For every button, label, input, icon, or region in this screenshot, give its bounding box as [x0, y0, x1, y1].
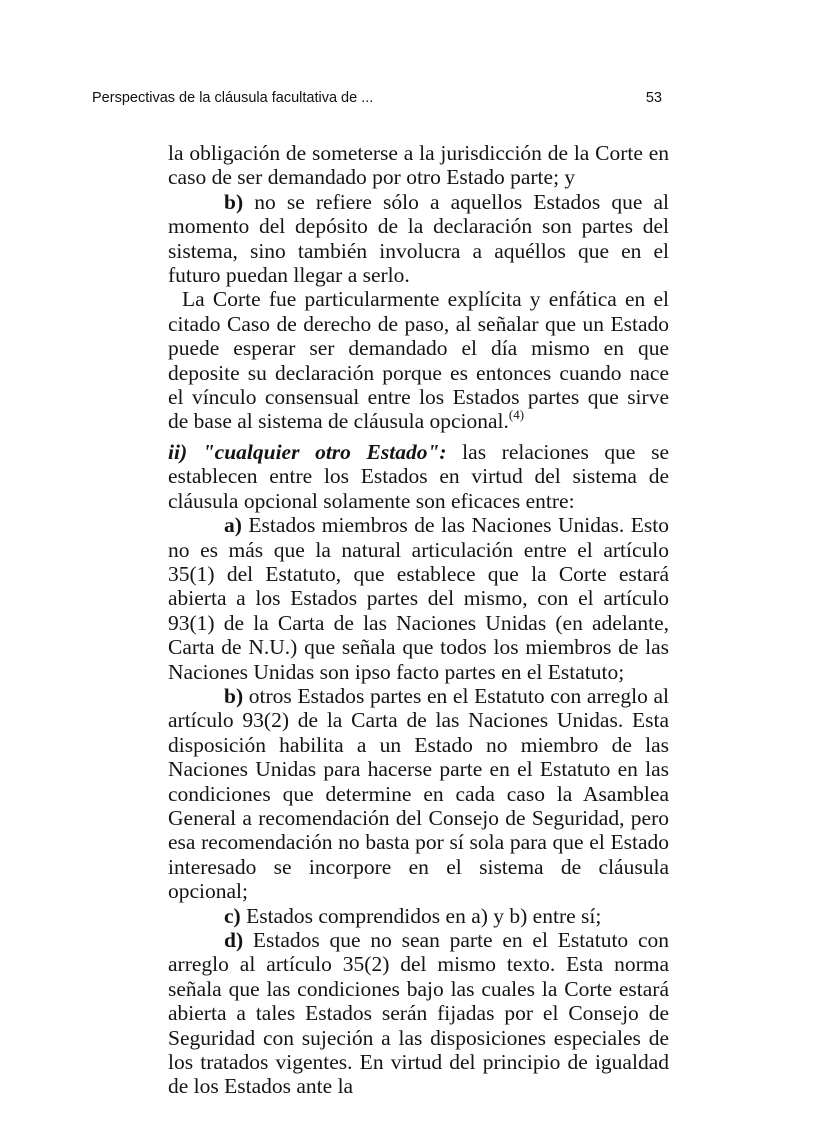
list-item-a: a) Estados miembros de las Naciones Unidas. Esto no es más que la natural articulación entre el artículo 35(1) del Estatuto, que establece que la Corte estará abierta a los Estados partes del mismo, con el artículo 93(1) de la Carta de las Naciones Unidas (en adelante, Carta de N.U.) que señala que todos los miembros de las Naciones Unidas son ipso facto partes en el Estatuto; [168, 513, 669, 684]
paragraph-corte: La Corte fue particularmente explícita y enfática en el citado Caso de derecho de paso, al señalar que un Estado puede esperar ser demandado el día mismo en que deposite su declaración porque es entonces cuando nace el vínculo consensual entre los Estados partes que sirve de base al sistema de cláusula opcional.$^{(4)}$ [168, 287, 669, 434]
paragraph-continuation: la obligación de someterse a la jurisdicción de la Corte en caso de ser demandado por otro Estado parte; y [168, 141, 669, 190]
item-marker: b) [224, 683, 244, 708]
footnote-reference: (4) [508, 407, 525, 423]
section-ii: ii) "cualquier otro Estado": las relaciones que se establecen entre los Estados en virtud del sistema de cláusula opcional solamente son eficaces entre: [168, 439, 669, 513]
item-marker: a) [224, 513, 242, 538]
page-number: 53 [645, 90, 662, 106]
section-heading: ii) "cualquier otro Estado": [168, 439, 447, 464]
item-marker: b) [224, 189, 244, 214]
list-item-b-first: b) no se refiere sólo a aquellos Estados que al momento del depósito de la declaración son partes del sistema, sino también involucra a aquéllos que en el futuro puedan llegar a serlo. [168, 189, 669, 288]
running-title: Perspectivas de la cláusula facultativa de ... [92, 90, 374, 106]
item-marker: c) [224, 903, 241, 928]
body-text [168, 141, 669, 1099]
list-item-b: b) otros Estados partes en el Estatuto con arreglo al artículo 93(2) de la Carta de las Naciones Unidas. Esta disposición habilita a un Estado no miembro de las Naciones Unidas para hacerse parte en el Estatuto en las condiciones que determine en cada caso la Asamblea General a recomendación del Consejo de Seguridad, pero esa recomendación no basta por sí sola para que el Estado interesado se incorpore en el sistema de cláusula opcional; [168, 683, 669, 904]
item-marker: d) [224, 928, 244, 952]
list-item-d: d) Estados que no sean parte en el Estatuto con arreglo al artículo 35(2) del mismo texto. Esta norma señala que las condiciones bajo las cuales la Corte estará abierta a tales Estados serán fijadas por el Consejo de Seguridad con sujeción a las disposiciones especiales de los tratados vigentes. En virtud del principio de igualdad de los Estados ante la [168, 928, 669, 1099]
list-item-c: c) Estados comprendidos en a) y b) entre sí; [224, 903, 602, 928]
